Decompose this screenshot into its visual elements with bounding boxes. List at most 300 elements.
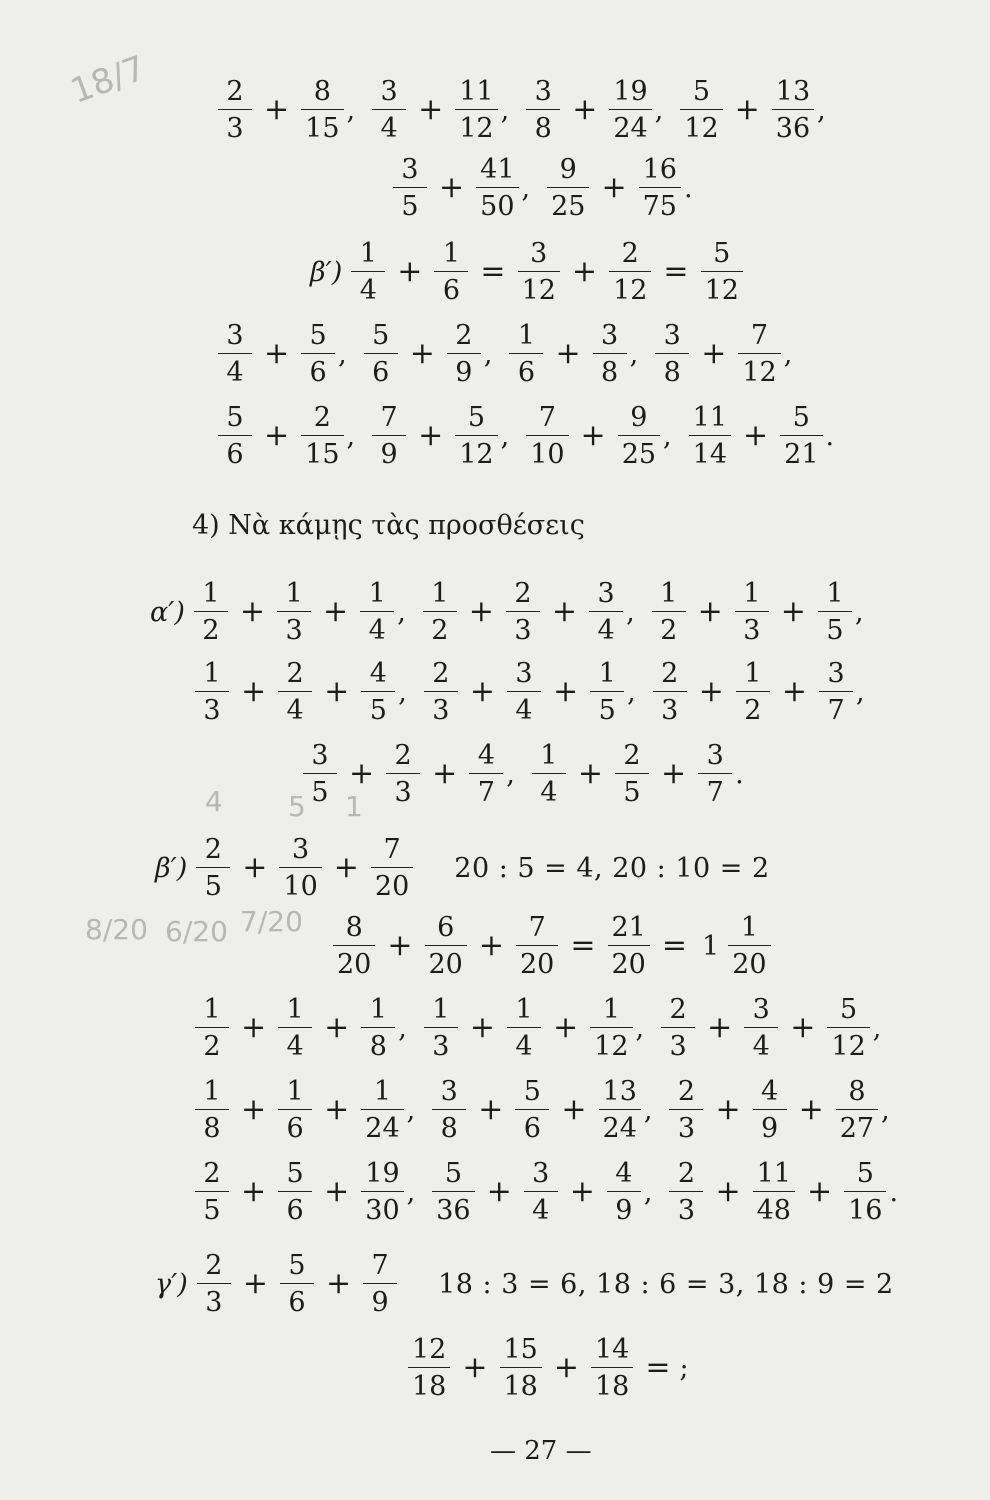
- fraction: [728, 914, 770, 978]
- denominator: 2: [736, 691, 770, 724]
- pencil-fraction-1-text: 8/20: [85, 913, 148, 946]
- denominator: 3: [386, 773, 420, 806]
- plus-sign: +: [325, 1266, 352, 1301]
- calculation-text: 18 : 3 = 6, 18 : 6 = 3, 18 : 9 = 2: [438, 1268, 894, 1300]
- pencil-mark-2: 5: [288, 790, 306, 823]
- denominator: 5: [196, 867, 230, 900]
- numerator: 3: [380, 76, 398, 107]
- denominator: 14: [689, 435, 731, 468]
- denominator: 5: [393, 187, 427, 220]
- fraction: [361, 660, 395, 724]
- exercise-label: α′): [150, 596, 185, 628]
- exercise-line: [192, 996, 895, 1060]
- separator: ,: [881, 1094, 890, 1126]
- calculation-text: ;: [679, 1352, 690, 1384]
- fraction: [507, 660, 541, 724]
- denominator: 7: [698, 773, 732, 806]
- fraction: [744, 996, 778, 1060]
- numerator: 1: [517, 320, 536, 351]
- numerator: 3: [663, 320, 681, 351]
- equals-sign: =: [480, 254, 506, 289]
- denominator: 3: [669, 1109, 703, 1142]
- plus-sign: +: [439, 170, 465, 205]
- numerator: 3: [530, 238, 548, 269]
- numerator: 1: [202, 578, 220, 609]
- equals-sign: =: [661, 928, 687, 963]
- fraction: [844, 1160, 886, 1224]
- numerator: 41: [480, 154, 515, 185]
- fraction: [218, 404, 252, 468]
- fraction: [408, 1336, 450, 1400]
- plus-sign: +: [486, 1174, 512, 1209]
- plus-sign: +: [241, 674, 267, 709]
- numerator: 1: [743, 578, 761, 609]
- fraction: [618, 404, 660, 468]
- fraction: [772, 78, 814, 142]
- denominator: 36: [432, 1191, 474, 1224]
- plus-sign: +: [601, 170, 627, 205]
- fraction: [615, 742, 649, 806]
- plus-sign: +: [409, 336, 435, 371]
- exercise-label: β′): [155, 852, 188, 884]
- numerator: 2: [205, 1250, 223, 1281]
- denominator: 3: [277, 611, 311, 644]
- numerator: 1: [740, 912, 758, 943]
- fraction: [753, 1160, 795, 1224]
- denominator: 4: [218, 353, 252, 386]
- denominator: 2: [652, 611, 686, 644]
- numerator: 1: [369, 994, 387, 1025]
- denominator: 20: [516, 945, 558, 978]
- fraction: [547, 156, 589, 220]
- pencil-fraction-3: [240, 905, 303, 938]
- fraction: [196, 836, 230, 900]
- exercise-line: [300, 742, 758, 806]
- denominator: 15: [301, 435, 343, 468]
- fraction: [278, 996, 312, 1060]
- numerator: 2: [313, 402, 331, 433]
- exercise-line: [150, 580, 878, 644]
- plus-sign: +: [577, 756, 604, 791]
- denominator: 9: [753, 1109, 787, 1142]
- numerator: 5: [692, 76, 711, 107]
- numerator: 8: [345, 912, 363, 943]
- fraction: [363, 1252, 397, 1316]
- numerator: 2: [455, 320, 473, 351]
- plus-sign: +: [239, 594, 266, 629]
- numerator: 8: [848, 1076, 866, 1107]
- fraction: [279, 836, 321, 900]
- fraction: [455, 404, 497, 468]
- denominator: 4: [524, 1191, 558, 1224]
- denominator: 3: [506, 611, 540, 644]
- denominator: 8: [195, 1109, 229, 1142]
- denominator: 48: [753, 1191, 795, 1224]
- fraction: [301, 78, 343, 142]
- numerator: 8: [313, 76, 331, 107]
- fraction: [780, 404, 822, 468]
- exercise-line: [310, 240, 746, 304]
- separator: ,: [406, 1094, 416, 1126]
- numerator: 3: [292, 834, 310, 865]
- plus-sign: +: [324, 1092, 350, 1127]
- fraction: [524, 1160, 558, 1224]
- plus-sign: +: [715, 1092, 741, 1127]
- plus-sign: +: [743, 418, 769, 453]
- numerator: 4: [369, 658, 387, 689]
- numerator: 3: [597, 578, 615, 609]
- numerator: 1: [442, 238, 461, 269]
- plus-sign: +: [553, 674, 579, 709]
- denominator: 3: [197, 1283, 231, 1316]
- numerator: 1: [602, 994, 620, 1025]
- numerator: 3: [515, 658, 533, 689]
- plus-sign: +: [697, 594, 723, 629]
- fraction: [590, 660, 624, 724]
- denominator: 10: [526, 435, 568, 468]
- denominator: 7: [469, 773, 503, 806]
- plus-sign: +: [418, 418, 444, 453]
- plus-sign: +: [806, 1174, 833, 1209]
- denominator: 4: [372, 109, 406, 142]
- plus-sign: +: [553, 1350, 579, 1385]
- denominator: 6: [364, 353, 398, 386]
- fraction: [607, 1160, 641, 1224]
- exercise-label: γ′): [155, 1268, 188, 1300]
- denominator: 36: [772, 109, 814, 142]
- numerator: 1: [515, 994, 533, 1025]
- denominator: 3: [195, 691, 229, 724]
- denominator: 4: [507, 691, 541, 724]
- numerator: 5: [288, 1250, 306, 1281]
- separator: ,: [817, 94, 826, 126]
- pencil-fraction-1: [85, 915, 148, 946]
- denominator: 4: [360, 611, 394, 644]
- denominator: 3: [669, 1191, 703, 1224]
- fraction: [836, 1078, 878, 1142]
- fraction: [476, 156, 518, 220]
- denominator: 20: [425, 945, 467, 978]
- numerator: 2: [432, 658, 450, 689]
- whole-number: 1: [702, 930, 720, 962]
- numerator: 11: [459, 76, 494, 107]
- separator: ,: [346, 420, 356, 452]
- fraction: [507, 996, 541, 1060]
- plus-sign: +: [469, 674, 496, 709]
- denominator: 24: [599, 1109, 641, 1142]
- plus-sign: +: [551, 594, 578, 629]
- fraction: [701, 240, 743, 304]
- fraction: [434, 240, 468, 304]
- numerator: 1: [744, 658, 762, 689]
- separator: ,: [483, 338, 493, 370]
- separator: .: [825, 420, 835, 452]
- pencil-fraction-2-text: 6/20: [165, 915, 228, 948]
- separator: ,: [643, 1176, 653, 1208]
- fraction: [589, 580, 623, 644]
- separator: ,: [872, 1012, 882, 1044]
- fraction: [301, 322, 335, 386]
- fraction: [532, 742, 566, 806]
- fraction: [301, 404, 343, 468]
- denominator: 4: [532, 773, 566, 806]
- separator: ,: [500, 94, 510, 126]
- numerator: 1: [368, 578, 386, 609]
- numerator: 14: [595, 1334, 630, 1365]
- fraction: [591, 1336, 633, 1400]
- numerator: 5: [839, 994, 858, 1025]
- fraction: [655, 322, 689, 386]
- denominator: 50: [476, 187, 518, 220]
- plus-sign: +: [418, 92, 444, 127]
- equals-sign: =: [645, 1350, 671, 1385]
- plus-sign: +: [781, 674, 808, 709]
- numerator: 11: [756, 1158, 791, 1189]
- numerator: 5: [372, 320, 390, 351]
- denominator: 8: [432, 1109, 466, 1142]
- separator: ,: [398, 676, 407, 708]
- plus-sign: +: [707, 1010, 733, 1045]
- fraction: [360, 580, 394, 644]
- numerator: 2: [394, 740, 412, 771]
- fraction: [280, 1252, 314, 1316]
- fraction: [432, 1078, 466, 1142]
- fraction: [526, 404, 568, 468]
- denominator: 5: [590, 691, 624, 724]
- numerator: 19: [365, 1158, 400, 1189]
- plus-sign: +: [478, 1092, 504, 1127]
- numerator: 1: [660, 578, 678, 609]
- denominator: 20: [371, 867, 413, 900]
- denominator: 5: [615, 773, 649, 806]
- exercise-line: [390, 156, 707, 220]
- plus-sign: +: [241, 1010, 267, 1045]
- denominator: 18: [408, 1367, 450, 1400]
- separator: ,: [521, 172, 531, 204]
- fraction: [818, 580, 852, 644]
- pencil-fraction-3-text: 7/20: [240, 905, 303, 938]
- denominator: 20: [608, 945, 650, 978]
- denominator: 3: [661, 1027, 695, 1060]
- numerator: 6: [437, 912, 455, 943]
- fraction: [195, 1078, 229, 1142]
- plus-sign: +: [478, 928, 504, 963]
- denominator: 9: [607, 1191, 641, 1224]
- fraction: [351, 240, 385, 304]
- numerator: 1: [598, 658, 616, 689]
- denominator: 9: [363, 1283, 397, 1316]
- numerator: 3: [827, 658, 845, 689]
- fraction: [372, 404, 406, 468]
- exercise-line: [155, 1252, 894, 1316]
- numerator: 7: [380, 402, 398, 433]
- numerator: 1: [432, 994, 450, 1025]
- fraction: [195, 996, 229, 1060]
- separator: ,: [629, 338, 639, 370]
- exercise-label: β′): [310, 256, 343, 288]
- numerator: 1: [431, 578, 449, 609]
- numerator: 1: [373, 1076, 392, 1107]
- numerator: 5: [856, 1158, 874, 1189]
- plus-sign: +: [780, 594, 806, 629]
- numerator: 5: [523, 1076, 541, 1107]
- fraction: [609, 78, 651, 142]
- exercise-line: [215, 78, 840, 142]
- plus-sign: +: [264, 418, 290, 453]
- denominator: 12: [680, 109, 722, 142]
- numerator: 1: [286, 994, 304, 1025]
- numerator: 1: [826, 578, 844, 609]
- denominator: 6: [515, 1109, 549, 1142]
- equals-sign: =: [663, 254, 689, 289]
- denominator: 4: [744, 1027, 778, 1060]
- fraction: [661, 996, 695, 1060]
- denominator: 27: [836, 1109, 878, 1142]
- denominator: 3: [218, 109, 252, 142]
- numerator: 3: [226, 320, 244, 351]
- separator: ,: [397, 596, 406, 628]
- numerator: 1: [203, 658, 221, 689]
- denominator: 12: [827, 1027, 869, 1060]
- fraction: [303, 742, 337, 806]
- numerator: 3: [601, 320, 619, 351]
- denominator: 6: [280, 1283, 314, 1316]
- denominator: 21: [780, 435, 822, 468]
- plus-sign: +: [333, 850, 359, 885]
- numerator: 2: [623, 740, 641, 771]
- exercise-line: [215, 404, 848, 468]
- denominator: 5: [303, 773, 337, 806]
- exercise-line: [490, 1438, 592, 1464]
- separator: ,: [635, 1012, 645, 1044]
- fraction: [424, 660, 458, 724]
- plus-sign: +: [571, 254, 598, 289]
- denominator: 4: [351, 271, 385, 304]
- denominator: 8: [655, 353, 689, 386]
- plus-sign: +: [324, 674, 350, 709]
- separator: ,: [643, 1094, 653, 1126]
- numerator: 1: [285, 578, 303, 609]
- denominator: 18: [591, 1367, 633, 1400]
- numerator: 7: [371, 1250, 389, 1281]
- numerator: 1: [359, 238, 377, 269]
- denominator: 4: [589, 611, 623, 644]
- denominator: 6: [218, 435, 252, 468]
- plus-sign: +: [349, 756, 375, 791]
- section-heading: 4) Νὰ κάμῃς τὰς προσθέσεις: [192, 510, 585, 541]
- fraction: [197, 1252, 231, 1316]
- numerator: 5: [792, 402, 810, 433]
- plus-sign: +: [242, 1266, 268, 1301]
- denominator: 5: [818, 611, 852, 644]
- separator: ,: [500, 420, 510, 452]
- denominator: 12: [738, 353, 780, 386]
- numerator: 2: [204, 834, 222, 865]
- numerator: 2: [677, 1158, 696, 1189]
- plus-sign: +: [462, 1350, 488, 1385]
- equals-sign: =: [570, 928, 596, 963]
- plus-sign: +: [469, 1010, 496, 1045]
- denominator: 25: [547, 187, 589, 220]
- denominator: 4: [507, 1027, 541, 1060]
- denominator: 4: [278, 1027, 312, 1060]
- denominator: 75: [639, 187, 681, 220]
- pencil-mark-1: 4: [205, 785, 223, 818]
- plus-sign: +: [790, 1010, 816, 1045]
- numerator: 9: [559, 154, 577, 185]
- fraction: [447, 322, 481, 386]
- fraction: [372, 78, 406, 142]
- plus-sign: +: [553, 1010, 579, 1045]
- plus-sign: +: [432, 756, 458, 791]
- fraction: [218, 322, 252, 386]
- denominator: 9: [447, 353, 481, 386]
- plus-sign: +: [798, 1092, 824, 1127]
- numerator: 4: [761, 1076, 779, 1107]
- separator: ,: [627, 676, 636, 708]
- fraction: [698, 742, 732, 806]
- separator: ,: [663, 420, 672, 452]
- numerator: 5: [444, 1158, 462, 1189]
- denominator: 6: [278, 1109, 312, 1142]
- denominator: 24: [609, 109, 651, 142]
- fraction: [669, 1160, 703, 1224]
- pencil-fraction-2: [165, 915, 228, 948]
- denominator: 24: [361, 1109, 403, 1142]
- fraction: [735, 580, 769, 644]
- separator: .: [683, 172, 693, 204]
- fraction: [669, 1078, 703, 1142]
- denominator: 20: [333, 945, 375, 978]
- fraction: [515, 1078, 549, 1142]
- denominator: 3: [424, 691, 458, 724]
- fraction: [278, 1078, 312, 1142]
- exercise-line: [155, 836, 770, 900]
- denominator: 20: [728, 945, 770, 978]
- denominator: 3: [735, 611, 769, 644]
- separator: ,: [406, 1176, 416, 1208]
- plus-sign: +: [324, 1174, 350, 1209]
- fraction: [218, 78, 252, 142]
- denominator: 2: [423, 611, 457, 644]
- numerator: 1: [203, 994, 221, 1025]
- denominator: 9: [372, 435, 406, 468]
- separator: ,: [338, 338, 347, 370]
- denominator: 12: [590, 1027, 632, 1060]
- numerator: 3: [440, 1076, 458, 1107]
- denominator: 12: [455, 435, 497, 468]
- numerator: 13: [775, 76, 811, 107]
- denominator: 6: [434, 271, 468, 304]
- numerator: 2: [621, 238, 639, 269]
- numerator: 2: [677, 1076, 696, 1107]
- fraction: [680, 78, 722, 142]
- numerator: 7: [750, 320, 769, 351]
- numerator: 7: [383, 834, 401, 865]
- plus-sign: +: [569, 1174, 595, 1209]
- numerator: 9: [630, 402, 648, 433]
- denominator: 10: [279, 867, 321, 900]
- fraction: [639, 156, 681, 220]
- fraction: [738, 322, 780, 386]
- denominator: 2: [195, 1027, 229, 1060]
- denominator: 6: [278, 1191, 312, 1224]
- exercise-line: [192, 512, 585, 539]
- denominator: 30: [361, 1191, 403, 1224]
- fraction: [423, 580, 457, 644]
- denominator: 5: [195, 1191, 229, 1224]
- plus-sign: +: [397, 254, 423, 289]
